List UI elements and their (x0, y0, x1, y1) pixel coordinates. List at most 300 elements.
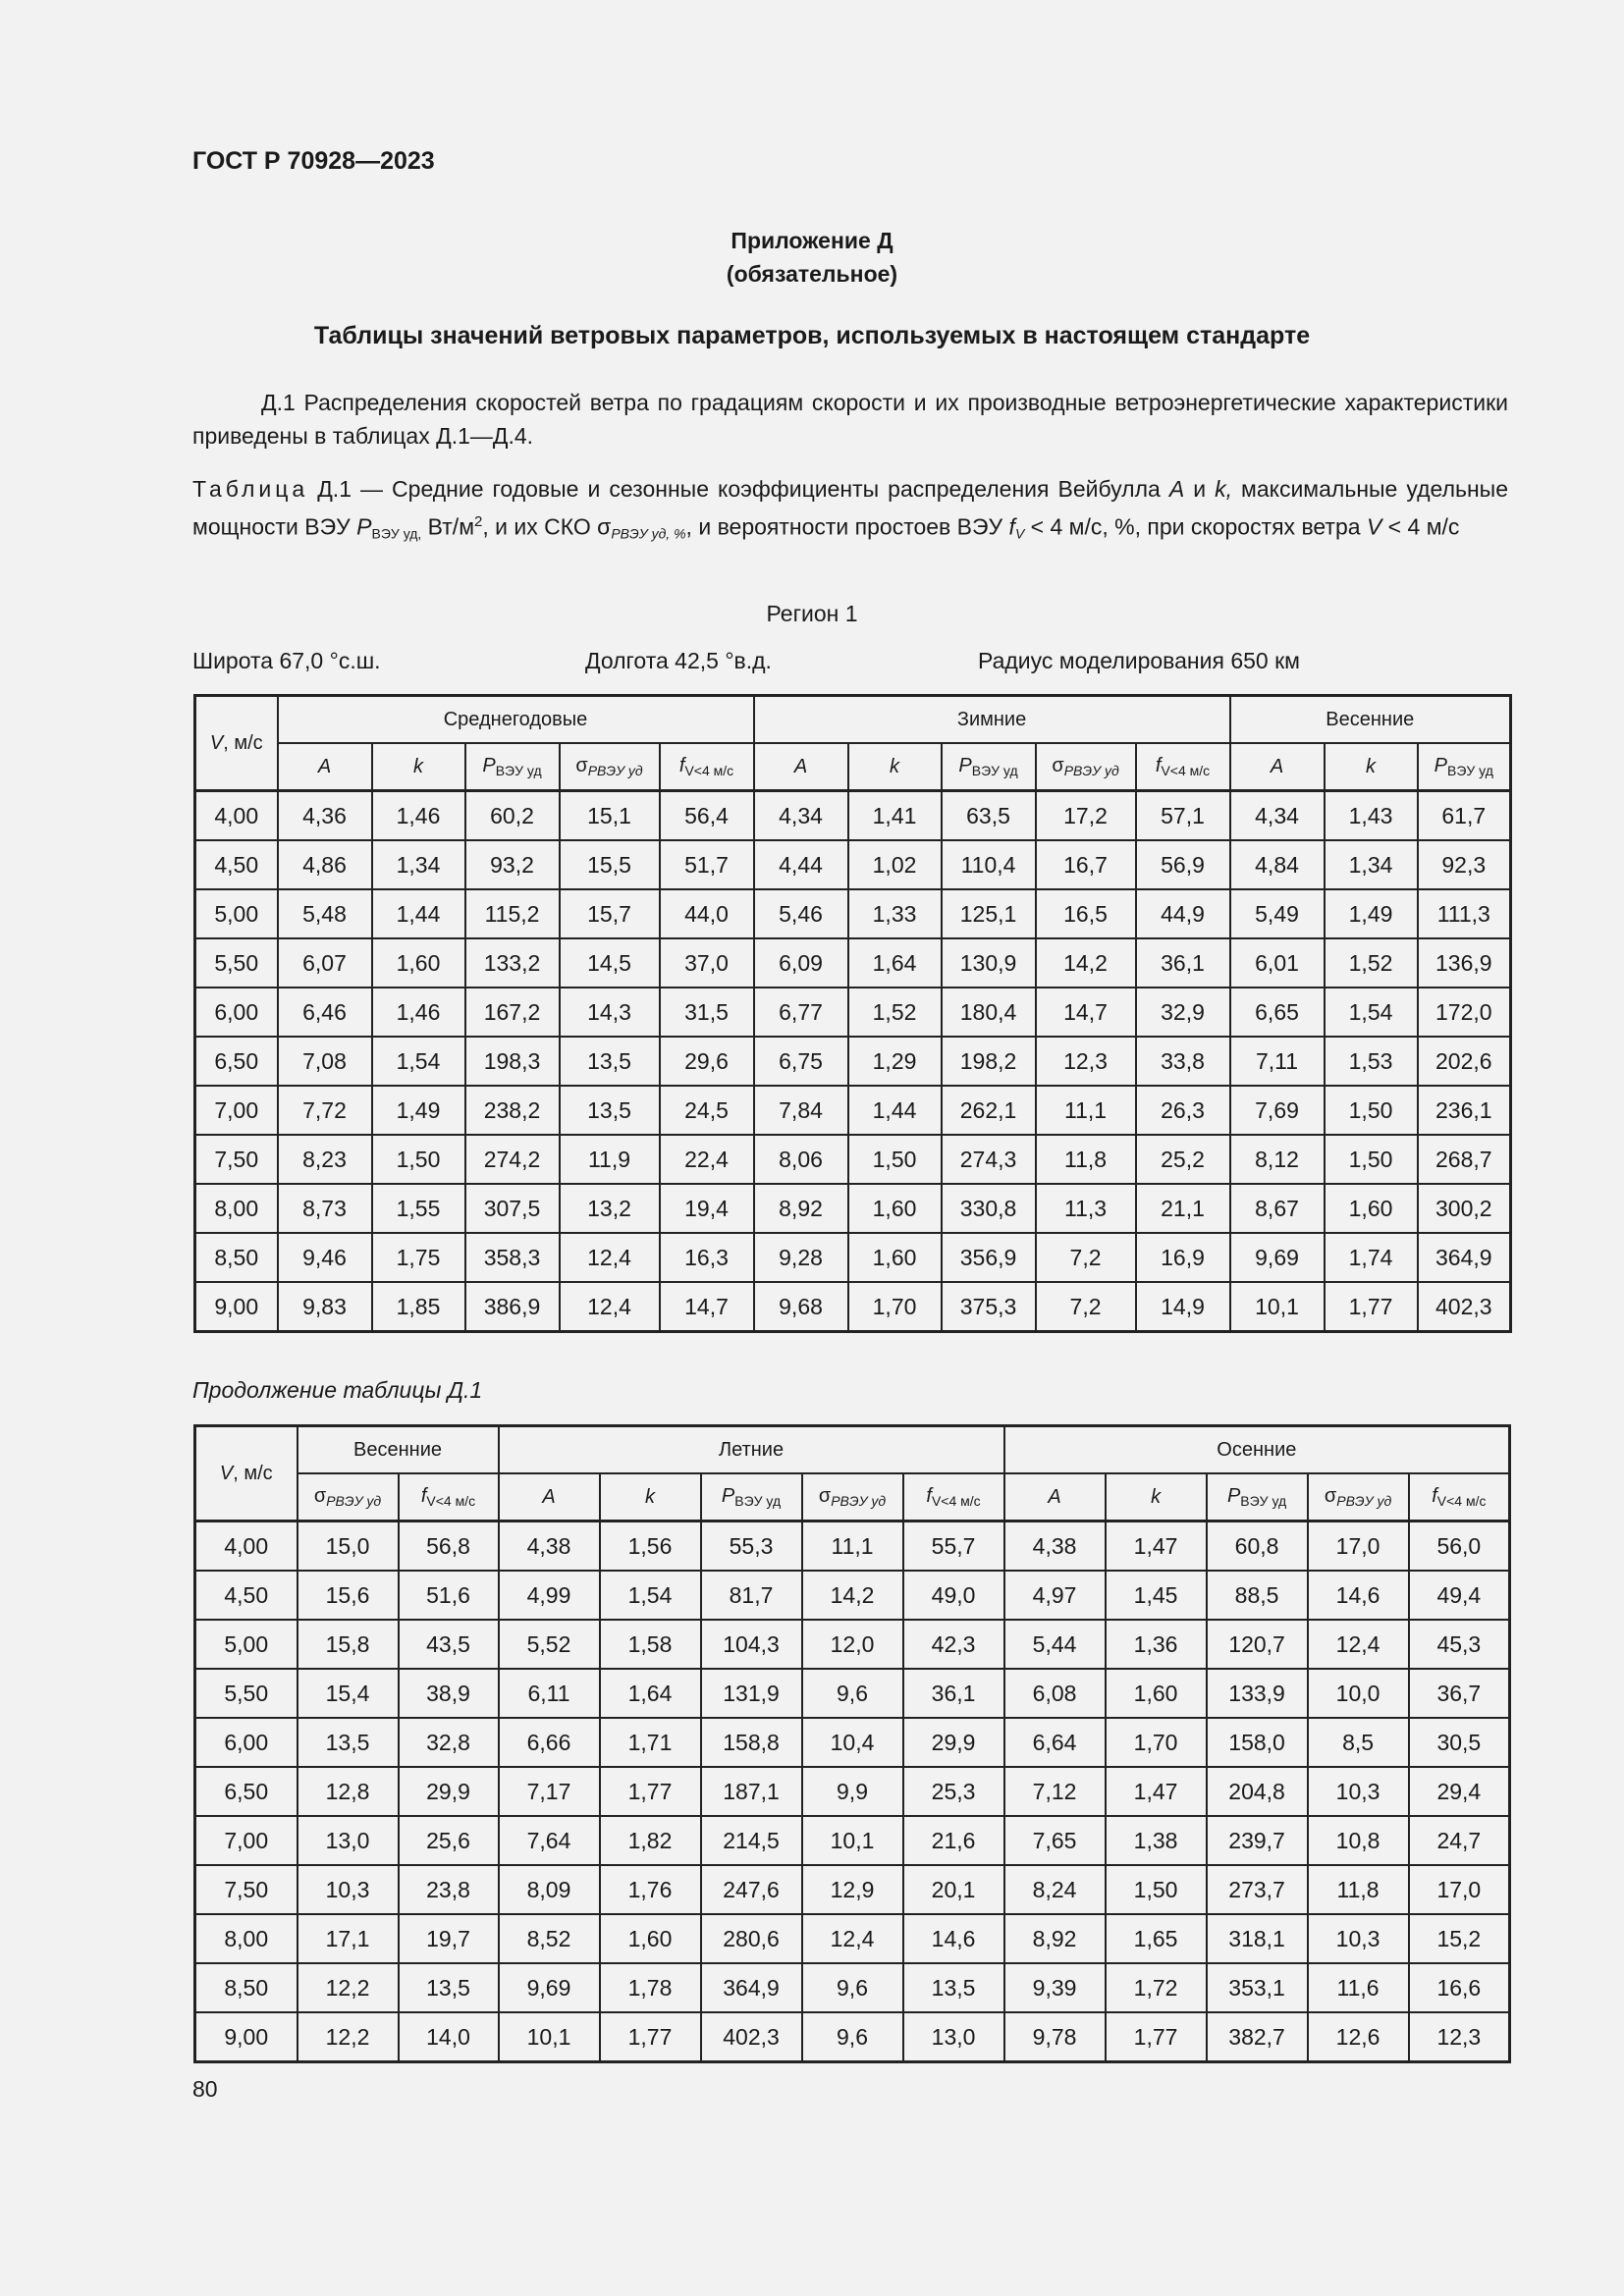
value-cell: 44,0 (660, 889, 754, 938)
speed-cell: 4,50 (195, 840, 278, 889)
value-cell: 10,3 (1308, 1914, 1409, 1963)
value-cell: 8,67 (1230, 1184, 1325, 1233)
value-cell: 7,12 (1004, 1767, 1106, 1816)
value-cell: 8,06 (754, 1135, 848, 1184)
caption-sko: , и их СКО σ (482, 513, 612, 540)
value-cell: 7,2 (1036, 1233, 1136, 1282)
value-cell: 6,75 (754, 1037, 848, 1086)
value-cell: 268,7 (1418, 1135, 1511, 1184)
value-cell: 43,5 (399, 1620, 499, 1669)
value-cell: 45,3 (1409, 1620, 1510, 1669)
speed-cell: 7,00 (195, 1816, 298, 1865)
value-cell: 358,3 (465, 1233, 560, 1282)
value-cell: 280,6 (701, 1914, 802, 1963)
value-cell: 10,0 (1308, 1669, 1409, 1718)
value-cell: 1,50 (372, 1135, 465, 1184)
table-row (195, 1086, 1511, 1135)
value-cell: 1,54 (1325, 988, 1418, 1037)
value-cell: 1,60 (600, 1914, 701, 1963)
caption-text-last: < 4 м/с (1381, 513, 1460, 540)
column-header-f: $f_{V<4 м/с}$ (903, 1473, 1004, 1522)
caption-unit: Вт/м (421, 513, 475, 540)
column-header-power: $P_{ВЭУ уд}$ (1418, 743, 1511, 791)
value-cell: 1,77 (1325, 1282, 1418, 1332)
value-cell: 4,38 (499, 1522, 600, 1572)
column-header-power: $P_{ВЭУ уд}$ (701, 1473, 802, 1522)
tables-title: Таблицы значений ветровых параметров, используемых в настоящем стандарте (313, 322, 1311, 349)
value-cell: 12,4 (560, 1233, 660, 1282)
value-cell: 15,5 (560, 840, 660, 889)
value-cell: 1,85 (372, 1282, 465, 1332)
value-cell: 1,50 (1325, 1135, 1418, 1184)
table-row (195, 1184, 1511, 1233)
value-cell: 5,52 (499, 1620, 600, 1669)
value-cell: 262,1 (942, 1086, 1036, 1135)
value-cell: 318,1 (1207, 1914, 1308, 1963)
value-cell: 1,60 (1106, 1669, 1207, 1718)
value-cell: 14,2 (1036, 938, 1136, 988)
value-cell: 6,01 (1230, 938, 1325, 988)
value-cell: 63,5 (942, 791, 1036, 841)
value-cell: 364,9 (1418, 1233, 1511, 1282)
value-cell: 4,84 (1230, 840, 1325, 889)
group-header: Весенние (1230, 696, 1511, 744)
value-cell: 24,7 (1409, 1816, 1510, 1865)
value-cell: 17,0 (1308, 1522, 1409, 1572)
value-cell: 7,84 (754, 1086, 848, 1135)
value-cell: 382,7 (1207, 2012, 1308, 2062)
value-cell: 104,3 (701, 1620, 802, 1669)
group-header: Зимние (754, 696, 1230, 744)
value-cell: 6,46 (278, 988, 372, 1037)
value-cell: 4,34 (1230, 791, 1325, 841)
table-row (195, 1914, 1510, 1963)
value-cell: 4,97 (1004, 1571, 1106, 1620)
value-cell: 1,55 (372, 1184, 465, 1233)
value-cell: 16,3 (660, 1233, 754, 1282)
value-cell: 14,6 (1308, 1571, 1409, 1620)
value-cell: 16,9 (1136, 1233, 1230, 1282)
value-cell: 11,8 (1308, 1865, 1409, 1914)
value-cell: 7,65 (1004, 1816, 1106, 1865)
value-cell: 1,76 (600, 1865, 701, 1914)
value-cell: 5,44 (1004, 1620, 1106, 1669)
value-cell: 12,4 (560, 1282, 660, 1332)
value-cell: 1,77 (1106, 2012, 1207, 2062)
table-row (195, 1233, 1511, 1282)
value-cell: 15,8 (298, 1620, 399, 1669)
value-cell: 120,7 (1207, 1620, 1308, 1669)
value-cell: 9,83 (278, 1282, 372, 1332)
value-cell: 13,0 (298, 1816, 399, 1865)
appendix-title: Приложение Д (731, 228, 893, 253)
value-cell: 29,6 (660, 1037, 754, 1086)
value-cell: 1,33 (848, 889, 942, 938)
value-cell: 1,34 (372, 840, 465, 889)
value-cell: 1,46 (372, 791, 465, 841)
value-cell: 6,07 (278, 938, 372, 988)
value-cell: 198,2 (942, 1037, 1036, 1086)
caption-text-2: максимальные удельные мощности ВЭУ (192, 476, 1508, 540)
longitude: Долгота 42,5 °в.д. (585, 648, 772, 673)
document-header: ГОСТ Р 70928—2023 (192, 147, 435, 175)
table-row (195, 1282, 1511, 1332)
column-header-power: $P_{ВЭУ уд}$ (1207, 1473, 1308, 1522)
table-row (195, 1571, 1510, 1620)
group-header: Весенние (298, 1426, 499, 1474)
table-row (195, 1620, 1510, 1669)
value-cell: 386,9 (465, 1282, 560, 1332)
caption-p: P (356, 513, 372, 540)
value-cell: 8,92 (1004, 1914, 1106, 1963)
value-cell: 13,5 (298, 1718, 399, 1767)
value-cell: 133,9 (1207, 1669, 1308, 1718)
value-cell: 11,8 (1036, 1135, 1136, 1184)
value-cell: 13,5 (399, 1963, 499, 2012)
value-cell: 55,7 (903, 1522, 1004, 1572)
value-cell: 11,9 (560, 1135, 660, 1184)
value-cell: 12,3 (1409, 2012, 1510, 2062)
value-cell: 1,71 (600, 1718, 701, 1767)
value-cell: 25,6 (399, 1816, 499, 1865)
value-cell: 111,3 (1418, 889, 1511, 938)
value-cell: 14,2 (802, 1571, 903, 1620)
column-header-f: $f_{V<4 м/с}$ (1409, 1473, 1510, 1522)
value-cell: 1,49 (1325, 889, 1418, 938)
value-cell: 12,3 (1036, 1037, 1136, 1086)
value-cell: 1,77 (600, 1767, 701, 1816)
value-cell: 6,66 (499, 1718, 600, 1767)
column-header-k: k (848, 743, 942, 791)
value-cell: 10,1 (802, 1816, 903, 1865)
table-row (195, 988, 1511, 1037)
speed-cell: 7,00 (195, 1086, 278, 1135)
value-cell: 273,7 (1207, 1865, 1308, 1914)
speed-cell: 6,00 (195, 988, 278, 1037)
value-cell: 33,8 (1136, 1037, 1230, 1086)
value-cell: 330,8 (942, 1184, 1036, 1233)
value-cell: 6,11 (499, 1669, 600, 1718)
value-cell: 1,50 (1325, 1086, 1418, 1135)
value-cell: 4,34 (754, 791, 848, 841)
value-cell: 353,1 (1207, 1963, 1308, 2012)
value-cell: 14,3 (560, 988, 660, 1037)
value-cell: 16,6 (1409, 1963, 1510, 2012)
value-cell: 1,75 (372, 1233, 465, 1282)
value-cell: 15,2 (1409, 1914, 1510, 1963)
value-cell: 1,49 (372, 1086, 465, 1135)
table-row (195, 1865, 1510, 1914)
latitude: Широта 67,0 °с.ш. (192, 648, 381, 673)
speed-cell: 5,00 (195, 889, 278, 938)
value-cell: 15,0 (298, 1522, 399, 1572)
value-cell: 17,2 (1036, 791, 1136, 841)
value-cell: 51,6 (399, 1571, 499, 1620)
value-cell: 8,92 (754, 1184, 848, 1233)
value-cell: 1,56 (600, 1522, 701, 1572)
group-header: Летние (499, 1426, 1004, 1474)
table-row (195, 1522, 1510, 1572)
group-header: Среднегодовые (278, 696, 754, 744)
speed-cell: 7,50 (195, 1865, 298, 1914)
value-cell: 10,3 (298, 1865, 399, 1914)
value-cell: 19,7 (399, 1914, 499, 1963)
value-cell: 10,8 (1308, 1816, 1409, 1865)
caption-a: A (1168, 476, 1185, 502)
caption-unit-sup: 2 (474, 513, 483, 530)
value-cell: 356,9 (942, 1233, 1036, 1282)
value-cell: 38,9 (399, 1669, 499, 1718)
value-cell: 239,7 (1207, 1816, 1308, 1865)
value-cell: 167,2 (465, 988, 560, 1037)
speed-cell: 4,00 (195, 791, 278, 841)
value-cell: 172,0 (1418, 988, 1511, 1037)
column-header-power: $P_{ВЭУ уд}$ (942, 743, 1036, 791)
value-cell: 17,0 (1409, 1865, 1510, 1914)
value-cell: 9,68 (754, 1282, 848, 1332)
coordinates-line (0, 648, 1624, 677)
caption-sigma-sub: PВЭУ уд, % (611, 525, 686, 542)
value-cell: 9,6 (802, 1963, 903, 2012)
speed-cell: 9,00 (195, 2012, 298, 2062)
value-cell: 1,41 (848, 791, 942, 841)
value-cell: 11,6 (1308, 1963, 1409, 2012)
weibull-table-part1 (193, 694, 1512, 1333)
speed-cell: 8,50 (195, 1963, 298, 2012)
value-cell: 198,3 (465, 1037, 560, 1086)
value-cell: 247,6 (701, 1865, 802, 1914)
value-cell: 7,69 (1230, 1086, 1325, 1135)
value-cell: 1,43 (1325, 791, 1418, 841)
value-cell: 4,44 (754, 840, 848, 889)
value-cell: 12,6 (1308, 2012, 1409, 2062)
value-cell: 56,8 (399, 1522, 499, 1572)
value-cell: 1,50 (848, 1135, 942, 1184)
column-header-power: $P_{ВЭУ уд}$ (465, 743, 560, 791)
value-cell: 1,72 (1106, 1963, 1207, 2012)
value-cell: 133,2 (465, 938, 560, 988)
appendix-status: (обязательное) (726, 261, 898, 287)
value-cell: 236,1 (1418, 1086, 1511, 1135)
value-cell: 8,12 (1230, 1135, 1325, 1184)
value-cell: 30,5 (1409, 1718, 1510, 1767)
column-header-sigma: $\sigma_{PВЭУ уд}$ (802, 1473, 903, 1522)
value-cell: 307,5 (465, 1184, 560, 1233)
value-cell: 14,9 (1136, 1282, 1230, 1332)
speed-cell: 4,50 (195, 1571, 298, 1620)
value-cell: 9,39 (1004, 1963, 1106, 2012)
value-cell: 29,9 (903, 1718, 1004, 1767)
value-cell: 7,08 (278, 1037, 372, 1086)
value-cell: 1,29 (848, 1037, 942, 1086)
value-cell: 13,0 (903, 2012, 1004, 2062)
value-cell: 8,5 (1308, 1718, 1409, 1767)
value-cell: 125,1 (942, 889, 1036, 938)
table-row (195, 1669, 1510, 1718)
value-cell: 13,2 (560, 1184, 660, 1233)
value-cell: 1,64 (600, 1669, 701, 1718)
value-cell: 1,65 (1106, 1914, 1207, 1963)
column-header-k: k (1106, 1473, 1207, 1522)
value-cell: 214,5 (701, 1816, 802, 1865)
value-cell: 12,0 (802, 1620, 903, 1669)
column-header-f: $f_{V<4 м/с}$ (399, 1473, 499, 1522)
value-cell: 60,2 (465, 791, 560, 841)
value-cell: 12,2 (298, 2012, 399, 2062)
value-cell: 14,6 (903, 1914, 1004, 1963)
value-cell: 11,3 (1036, 1184, 1136, 1233)
value-cell: 42,3 (903, 1620, 1004, 1669)
value-cell: 14,7 (660, 1282, 754, 1332)
value-cell: 13,5 (560, 1086, 660, 1135)
value-cell: 158,8 (701, 1718, 802, 1767)
caption-prob: , и вероятности простоев ВЭУ (685, 513, 1009, 540)
value-cell: 11,1 (802, 1522, 903, 1572)
value-cell: 15,6 (298, 1571, 399, 1620)
column-header-a: A (1004, 1473, 1106, 1522)
value-cell: 10,1 (499, 2012, 600, 2062)
value-cell: 1,47 (1106, 1767, 1207, 1816)
value-cell: 7,72 (278, 1086, 372, 1135)
radius: Радиус моделирования 650 км (978, 648, 1300, 673)
value-cell: 20,1 (903, 1865, 1004, 1914)
value-cell: 1,52 (1325, 938, 1418, 988)
column-header-k: k (372, 743, 465, 791)
value-cell: 22,4 (660, 1135, 754, 1184)
value-cell: 1,60 (372, 938, 465, 988)
table-row (195, 1037, 1511, 1086)
speed-cell: 5,00 (195, 1620, 298, 1669)
value-cell: 19,4 (660, 1184, 754, 1233)
value-cell: 7,2 (1036, 1282, 1136, 1332)
value-cell: 14,0 (399, 2012, 499, 2062)
speed-cell: 6,00 (195, 1718, 298, 1767)
weibull-table-part2 (193, 1424, 1511, 2063)
value-cell: 402,3 (1418, 1282, 1511, 1332)
value-cell: 1,82 (600, 1816, 701, 1865)
value-cell: 16,7 (1036, 840, 1136, 889)
value-cell: 13,5 (903, 1963, 1004, 2012)
value-cell: 1,54 (372, 1037, 465, 1086)
table-row (195, 2012, 1510, 2062)
value-cell: 15,7 (560, 889, 660, 938)
table-row (195, 889, 1511, 938)
column-header-a: A (499, 1473, 600, 1522)
value-cell: 136,9 (1418, 938, 1511, 988)
speed-cell: 8,00 (195, 1184, 278, 1233)
value-cell: 9,69 (499, 1963, 600, 2012)
value-cell: 25,3 (903, 1767, 1004, 1816)
value-cell: 8,09 (499, 1865, 600, 1914)
value-cell: 16,5 (1036, 889, 1136, 938)
value-cell: 26,3 (1136, 1086, 1230, 1135)
value-cell: 1,58 (600, 1620, 701, 1669)
column-header-a: A (754, 743, 848, 791)
region-label: Регион 1 (766, 601, 858, 626)
value-cell: 375,3 (942, 1282, 1036, 1332)
value-cell: 1,47 (1106, 1522, 1207, 1572)
value-cell: 6,77 (754, 988, 848, 1037)
value-cell: 49,4 (1409, 1571, 1510, 1620)
group-header: Осенние (1004, 1426, 1510, 1474)
value-cell: 1,44 (848, 1086, 942, 1135)
value-cell: 14,5 (560, 938, 660, 988)
value-cell: 9,46 (278, 1233, 372, 1282)
column-header-sigma: $\sigma_{PВЭУ уд}$ (1036, 743, 1136, 791)
table-row (195, 938, 1511, 988)
column-header-sigma: $\sigma_{PВЭУ уд}$ (1308, 1473, 1409, 1522)
table-row (195, 840, 1511, 889)
value-cell: 37,0 (660, 938, 754, 988)
value-cell: 1,36 (1106, 1620, 1207, 1669)
value-cell: 131,9 (701, 1669, 802, 1718)
value-cell: 9,28 (754, 1233, 848, 1282)
value-cell: 1,45 (1106, 1571, 1207, 1620)
value-cell: 36,7 (1409, 1669, 1510, 1718)
value-cell: 5,46 (754, 889, 848, 938)
paragraph-d1: Д.1 Распределения скоростей ветра по градациям скорости и их производные ветроэнергетические характеристики приведены в таблицах Д.1—Д.4. (192, 390, 1508, 449)
value-cell: 51,7 (660, 840, 754, 889)
value-cell: 15,4 (298, 1669, 399, 1718)
value-cell: 6,64 (1004, 1718, 1106, 1767)
value-cell: 92,3 (1418, 840, 1511, 889)
speed-cell: 6,50 (195, 1037, 278, 1086)
value-cell: 10,1 (1230, 1282, 1325, 1332)
value-cell: 1,52 (848, 988, 942, 1037)
column-header-k: k (1325, 743, 1418, 791)
caption-f-sub: V (1014, 525, 1025, 542)
table-row (195, 1767, 1510, 1816)
value-cell: 56,9 (1136, 840, 1230, 889)
value-cell: 238,2 (465, 1086, 560, 1135)
value-cell: 158,0 (1207, 1718, 1308, 1767)
speed-cell: 8,00 (195, 1914, 298, 1963)
value-cell: 1,60 (1325, 1184, 1418, 1233)
value-cell: 13,5 (560, 1037, 660, 1086)
value-cell: 25,2 (1136, 1135, 1230, 1184)
value-cell: 1,34 (1325, 840, 1418, 889)
value-cell: 1,44 (372, 889, 465, 938)
value-cell: 21,1 (1136, 1184, 1230, 1233)
value-cell: 402,3 (701, 2012, 802, 2062)
column-header-f: $f_{V<4 м/с}$ (1136, 743, 1230, 791)
speed-cell: 5,50 (195, 1669, 298, 1718)
speed-cell: 8,50 (195, 1233, 278, 1282)
table-row (195, 1816, 1510, 1865)
value-cell: 180,4 (942, 988, 1036, 1037)
caption-v: V (1366, 513, 1382, 540)
value-cell: 1,74 (1325, 1233, 1418, 1282)
value-cell: 9,6 (802, 1669, 903, 1718)
value-cell: 15,1 (560, 791, 660, 841)
value-cell: 12,2 (298, 1963, 399, 2012)
value-cell: 130,9 (942, 938, 1036, 988)
value-cell: 1,60 (848, 1184, 942, 1233)
value-cell: 8,73 (278, 1184, 372, 1233)
value-cell: 6,65 (1230, 988, 1325, 1037)
value-cell: 9,78 (1004, 2012, 1106, 2062)
caption-label: Таблица (192, 476, 309, 502)
value-cell: 29,9 (399, 1767, 499, 1816)
value-cell: 1,77 (600, 2012, 701, 2062)
value-cell: 23,8 (399, 1865, 499, 1914)
speed-cell: 9,00 (195, 1282, 278, 1332)
value-cell: 56,4 (660, 791, 754, 841)
header-v: V, м/с (195, 1426, 298, 1522)
page-number: 80 (192, 2076, 218, 2102)
value-cell: 4,99 (499, 1571, 600, 1620)
caption-p-sub: ВЭУ уд, (371, 525, 422, 542)
